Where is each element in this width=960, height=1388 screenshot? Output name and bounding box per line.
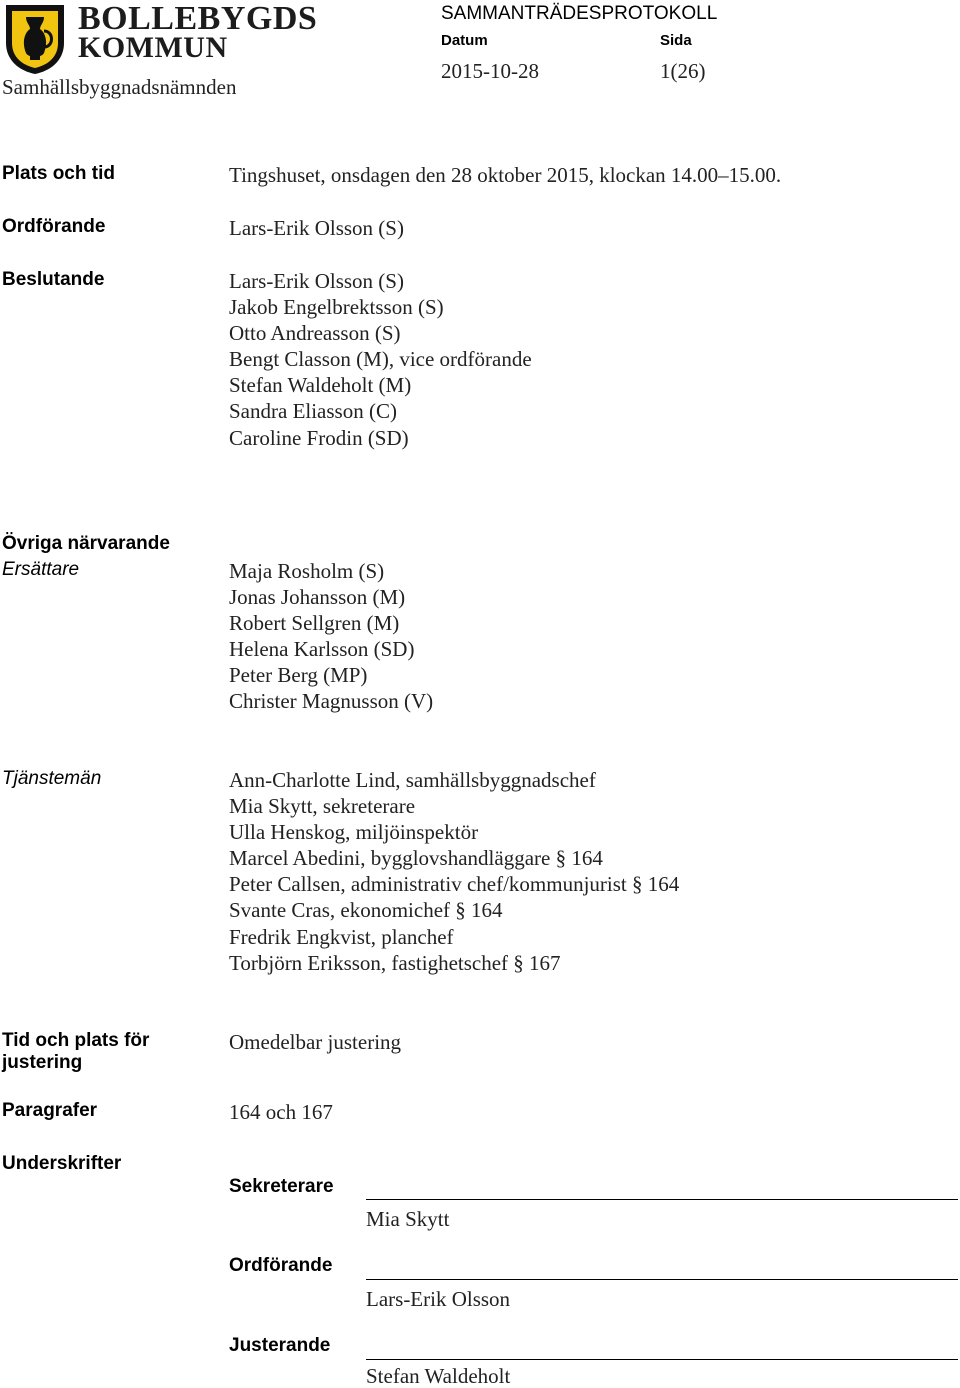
list-item: Stefan Waldeholt (M)	[229, 373, 412, 398]
signature-name-secretary: Mia Skytt	[366, 1207, 450, 1231]
paragraphs-label: Paragrafer	[2, 1100, 98, 1121]
signature-line	[366, 1359, 958, 1360]
signatures-label: Underskrifter	[2, 1153, 122, 1174]
list-item: Otto Andreasson (S)	[229, 321, 401, 346]
list-item: Jakob Engelbrektsson (S)	[229, 295, 444, 320]
officials-list	[229, 767, 679, 976]
page-value: 1(26)	[660, 59, 706, 83]
list-item: Mia Skytt, sekreterare	[229, 794, 416, 819]
place-time-label: Plats och tid	[2, 163, 115, 184]
chair-label: Ordförande	[2, 216, 106, 237]
decision-makers-label: Beslutande	[2, 269, 105, 290]
list-item: Christer Magnusson (V)	[229, 689, 434, 714]
list-item: Sandra Eliasson (C)	[229, 399, 397, 424]
adjustment-value: Omedelbar justering	[229, 1030, 402, 1054]
list-item: Svante Cras, ekonomichef § 164	[229, 898, 503, 923]
signature-role-adjuster: Justerande	[229, 1335, 331, 1356]
adjustment-label	[2, 1030, 149, 1074]
signature-role-chair: Ordförande	[229, 1255, 333, 1276]
list-item: Caroline Frodin (SD)	[229, 425, 409, 450]
brand-line-2: KOMMUN	[78, 31, 228, 64]
document-type: SAMMANTRÄDESPROTOKOLL	[441, 3, 718, 24]
signature-line	[366, 1199, 958, 1200]
list-item: Helena Karlsson (SD)	[229, 637, 415, 662]
list-item: Peter Berg (MP)	[229, 663, 368, 688]
department-name: Samhällsbyggnadsnämnden	[2, 75, 237, 99]
place-time-value: Tingshuset, onsdagen den 28 oktober 2015, klockan 14.00–15.00.	[229, 163, 782, 187]
signature-name-adjuster: Stefan Waldeholt	[366, 1364, 511, 1388]
date-label: Datum	[441, 32, 488, 49]
list-item: Robert Sellgren (M)	[229, 611, 400, 636]
list-item: Marcel Abedini, bygglovshandläggare § 164	[229, 846, 603, 871]
decision-makers-list	[229, 268, 532, 451]
substitutes-list	[229, 558, 433, 715]
chair-value: Lars-Erik Olsson (S)	[229, 216, 404, 240]
others-present-label: Övriga närvarande	[2, 533, 170, 554]
signature-name-chair: Lars-Erik Olsson	[366, 1287, 511, 1311]
list-item: Peter Callsen, administrativ chef/kommunjurist § 164	[229, 872, 680, 897]
list-item: Ulla Henskog, miljöinspektör	[229, 820, 479, 845]
page-label: Sida	[660, 32, 692, 49]
brand-line-1: BOLLEBYGDS	[78, 0, 318, 37]
list-item: Maja Rosholm (S)	[229, 559, 385, 583]
municipal-crest-jug-icon	[4, 3, 66, 75]
signature-line	[366, 1279, 958, 1280]
list-item: Jonas Johansson (M)	[229, 585, 406, 610]
date-value: 2015-10-28	[441, 59, 539, 83]
list-item: Ann-Charlotte Lind, samhällsbyggnadschef	[229, 768, 596, 792]
substitutes-label: Ersättare	[2, 559, 80, 580]
list-item: Torbjörn Eriksson, fastighetschef § 167	[229, 950, 561, 975]
paragraphs-value: 164 och 167	[229, 1100, 333, 1124]
adjustment-label-line-2: justering	[2, 1052, 83, 1073]
list-item: Bengt Classon (M), vice ordförande	[229, 347, 532, 372]
adjustment-label-line-1: Tid och plats för	[2, 1030, 150, 1051]
list-item: Fredrik Engkvist, planchef	[229, 924, 454, 949]
officials-label: Tjänstemän	[2, 768, 102, 789]
list-item: Lars-Erik Olsson (S)	[229, 269, 404, 293]
signature-role-secretary: Sekreterare	[229, 1176, 334, 1197]
